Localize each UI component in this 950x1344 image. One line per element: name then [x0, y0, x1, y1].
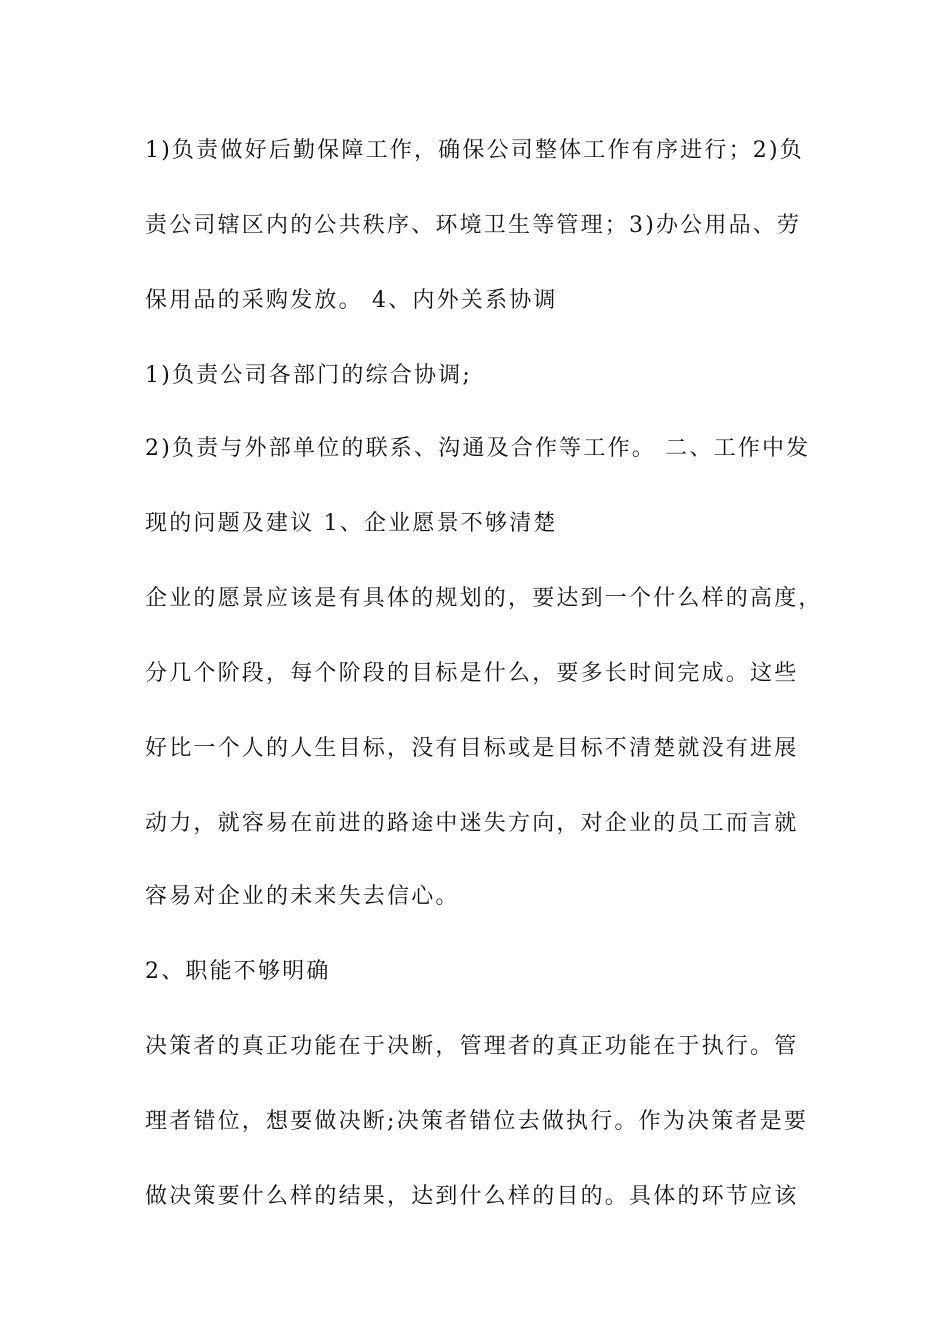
text-line: 做决策要什么样的结果，达到什么样的目的。具体的环节应该: [145, 1184, 799, 1209]
text-line: 动力，就容易在前进的路途中迷失方向，对企业的员工而言就: [145, 811, 799, 836]
text-line: 1)负责公司各部门的综合协调;: [145, 363, 472, 388]
text-line: 理者错位，想要做决断;决策者错位去做执行。作为决策者是要: [145, 1109, 809, 1134]
text-line: 容易对企业的未来失去信心。: [145, 884, 460, 909]
text-line: 好比一个人的人生目标，没有目标或是目标不清楚就没有进展: [145, 736, 799, 761]
text-line: 现的问题及建议 1、企业愿景不够清楚: [145, 511, 558, 536]
text-line: 企业的愿景应该是有具体的规划的，要达到一个什么样的高度，: [145, 586, 823, 611]
text-line: 分几个阶段，每个阶段的目标是什么，要多长时间完成。这些: [145, 661, 799, 686]
text-line: 2)负责与外部单位的联系、沟通及合作等工作。 二、工作中发: [145, 436, 811, 461]
text-line: 1)负责做好后勤保障工作，确保公司整体工作有序进行；2)负: [145, 138, 804, 163]
text-line: 决策者的真正功能在于决断，管理者的真正功能在于执行。管: [145, 1034, 799, 1059]
text-line: 保用品的采购发放。 4、内外关系协调: [145, 288, 558, 313]
text-line: 2、职能不够明确: [145, 959, 331, 984]
text-line: 责公司辖区内的公共秩序、环境卫生等管理；3)办公用品、劳: [145, 213, 802, 238]
